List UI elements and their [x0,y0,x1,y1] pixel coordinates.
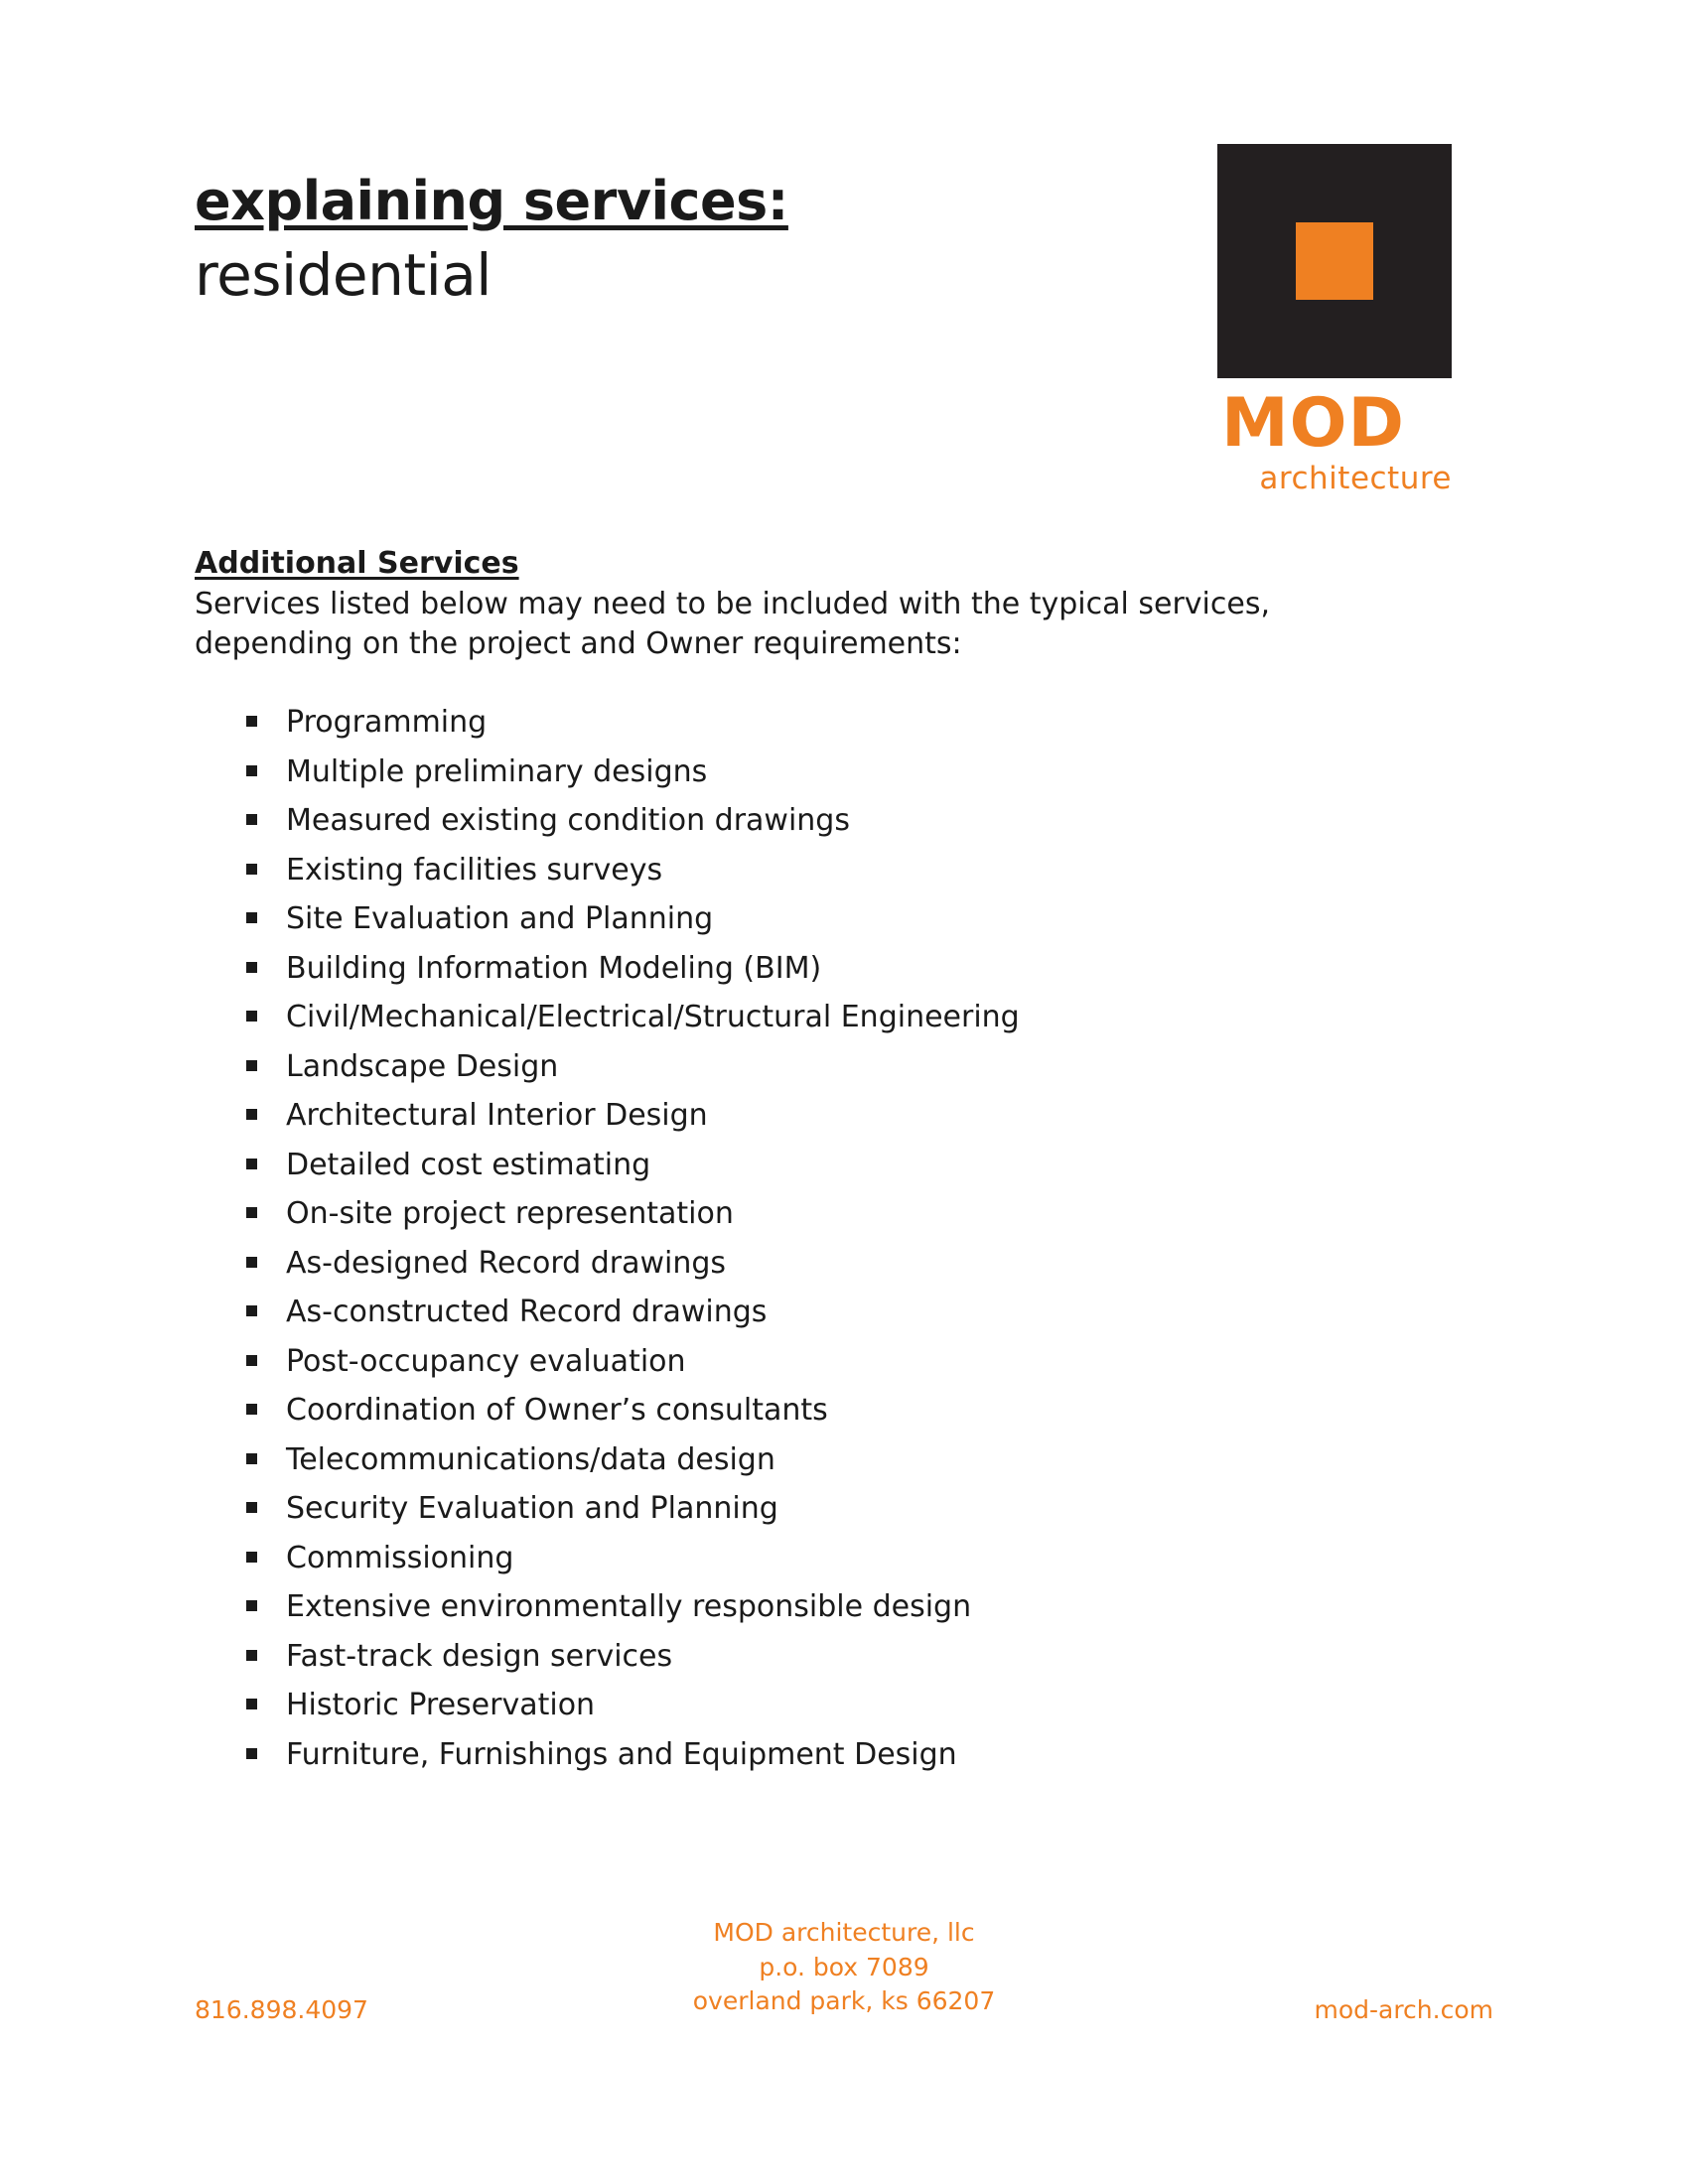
footer-city: overland park, ks 66207 [692,1986,996,2015]
list-item [246,1144,1485,1187]
square-bullet-icon [246,814,257,825]
square-bullet-icon [246,864,257,875]
list-item-label: Furniture, Furnishings and Equipment Design [286,1736,957,1772]
square-bullet-icon [246,716,257,727]
square-bullet-icon [246,1159,257,1169]
list-item-label: Fast-track design services [286,1638,673,1674]
footer-pobox: p.o. box 7089 [759,1952,929,1981]
list-item [246,751,1485,794]
square-bullet-icon [246,962,257,973]
logo-wordmark: MOD [1221,384,1405,463]
list-item [246,947,1485,991]
list-item-label: Extensive environmentally responsible design [286,1589,972,1625]
list-item [246,996,1485,1039]
list-item-label: Measured existing condition drawings [286,803,850,839]
list-item [246,897,1485,941]
square-bullet-icon [246,1502,257,1513]
square-bullet-icon [246,1453,257,1464]
list-item [246,701,1485,745]
list-item-label: Landscape Design [286,1048,559,1084]
list-item-label: Building Information Modeling (BIM) [286,950,822,986]
square-bullet-icon [246,1404,257,1415]
list-item-label: Civil/Mechanical/Electrical/Structural Engineering [286,1000,1020,1035]
document-body [195,546,1485,1782]
section-heading: Additional Services [195,546,519,581]
square-bullet-icon [246,1060,257,1071]
square-bullet-icon [246,912,257,923]
list-item [246,1192,1485,1236]
footer-phone[interactable]: 816.898.4097 [195,1995,368,2024]
list-item [246,849,1485,892]
list-item-label: Historic Preservation [286,1688,596,1723]
list-item-label: Programming [286,705,488,741]
square-bullet-icon [246,1748,257,1759]
section-intro-text: Services listed below may need to be included with the typical services, depending on the project and Owner requirements: [195,587,1270,661]
square-bullet-icon [246,1699,257,1709]
list-item-label: Detailed cost estimating [286,1147,651,1182]
square-bullet-icon [246,1552,257,1563]
square-bullet-icon [246,765,257,776]
list-item-label: As-designed Record drawings [286,1245,727,1281]
logo-subtext: architecture [1259,460,1452,496]
list-item [246,1045,1485,1089]
list-item [246,1094,1485,1138]
mod-architecture-logo [1217,144,1466,496]
square-bullet-icon [246,1257,257,1268]
services-list [195,701,1485,1776]
list-item [246,1487,1485,1531]
square-bullet-icon [246,1207,257,1218]
list-item [246,1585,1485,1629]
list-item [246,1291,1485,1334]
title-secondary: residential [195,240,492,309]
logo-inner-square-icon [1296,222,1373,300]
square-bullet-icon [246,1650,257,1661]
list-item-label: Architectural Interior Design [286,1098,708,1134]
list-item-label: On-site project representation [286,1196,734,1232]
list-item-label: Site Evaluation and Planning [286,901,714,937]
list-item [246,1684,1485,1727]
square-bullet-icon [246,1011,257,1022]
document-footer [0,1916,1688,2024]
logo-square-icon [1217,144,1452,378]
list-item [246,1389,1485,1433]
list-item-label: As-constructed Record drawings [286,1295,768,1330]
list-item [246,1340,1485,1384]
square-bullet-icon [246,1355,257,1366]
square-bullet-icon [246,1600,257,1611]
footer-company: MOD architecture, llc [713,1918,975,1947]
page-title [195,170,788,309]
title-primary: explaining services: [195,170,788,232]
list-item-label: Coordination of Owner’s consultants [286,1393,828,1429]
list-item [246,1635,1485,1679]
list-item [246,799,1485,843]
list-item [246,1438,1485,1482]
list-item-label: Telecommunications/data design [286,1441,775,1477]
list-item [246,1537,1485,1580]
footer-website[interactable]: mod-arch.com [1314,1995,1493,2024]
square-bullet-icon [246,1109,257,1120]
square-bullet-icon [246,1305,257,1316]
list-item-label: Existing facilities surveys [286,852,663,887]
list-item [246,1733,1485,1777]
list-item-label: Multiple preliminary designs [286,753,708,789]
list-item [246,1242,1485,1286]
list-item-label: Security Evaluation and Planning [286,1491,778,1527]
list-item-label: Post-occupancy evaluation [286,1343,686,1379]
list-item-label: Commissioning [286,1540,514,1575]
